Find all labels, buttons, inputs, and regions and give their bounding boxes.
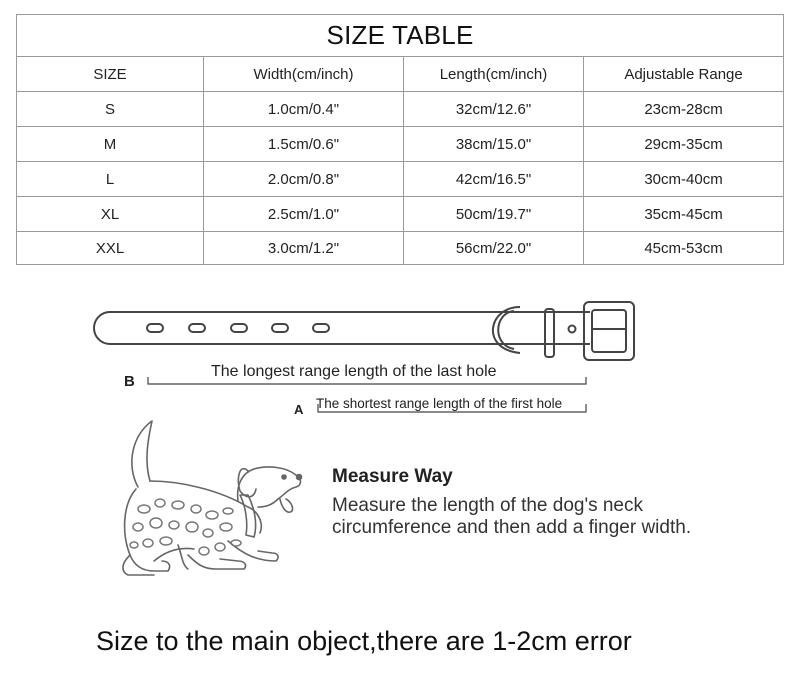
cell-range: 45cm-53cm (584, 232, 784, 265)
cell-length: 56cm/22.0" (404, 232, 584, 265)
cell-length: 50cm/19.7" (404, 197, 584, 232)
measure-title: Measure Way (332, 466, 453, 487)
cell-range: 35cm-45cm (584, 197, 784, 232)
cell-width: 2.5cm/1.0" (204, 197, 404, 232)
header-size: SIZE (17, 57, 204, 92)
cell-size: XL (17, 197, 204, 232)
table-row (17, 197, 784, 232)
table-header-row (17, 57, 784, 92)
header-width: Width(cm/inch) (204, 57, 404, 92)
measure-description: Measure the length of the dog's neck circumference and then add a finger width. (332, 495, 692, 538)
table-row (17, 162, 784, 197)
cell-length: 38cm/15.0" (404, 127, 584, 162)
dalmatian-dog-icon (108, 415, 308, 587)
table-title: SIZE TABLE (17, 15, 784, 57)
table-row (17, 232, 784, 265)
cell-size: M (17, 127, 204, 162)
cell-width: 3.0cm/1.2" (204, 232, 404, 265)
cell-range: 30cm-40cm (584, 162, 784, 197)
label-b-letter: B (124, 373, 135, 390)
cell-size: S (17, 92, 204, 127)
table-row (17, 127, 784, 162)
cell-width: 1.0cm/0.4" (204, 92, 404, 127)
size-table (16, 14, 784, 265)
error-note: Size to the main object,there are 1-2cm error (96, 626, 632, 656)
table-row (17, 92, 784, 127)
cell-length: 42cm/16.5" (404, 162, 584, 197)
label-b-text: The longest range length of the last hole (211, 363, 497, 380)
cell-length: 32cm/12.6" (404, 92, 584, 127)
cell-range: 23cm-28cm (584, 92, 784, 127)
cell-width: 1.5cm/0.6" (204, 127, 404, 162)
label-a-letter: A (294, 402, 304, 417)
label-a-text: The shortest range length of the first hole (316, 396, 563, 411)
cell-width: 2.0cm/0.8" (204, 162, 404, 197)
header-range: Adjustable Range (584, 57, 784, 92)
cell-size: L (17, 162, 204, 197)
header-length: Length(cm/inch) (404, 57, 584, 92)
cell-size: XXL (17, 232, 204, 265)
cell-range: 29cm-35cm (584, 127, 784, 162)
